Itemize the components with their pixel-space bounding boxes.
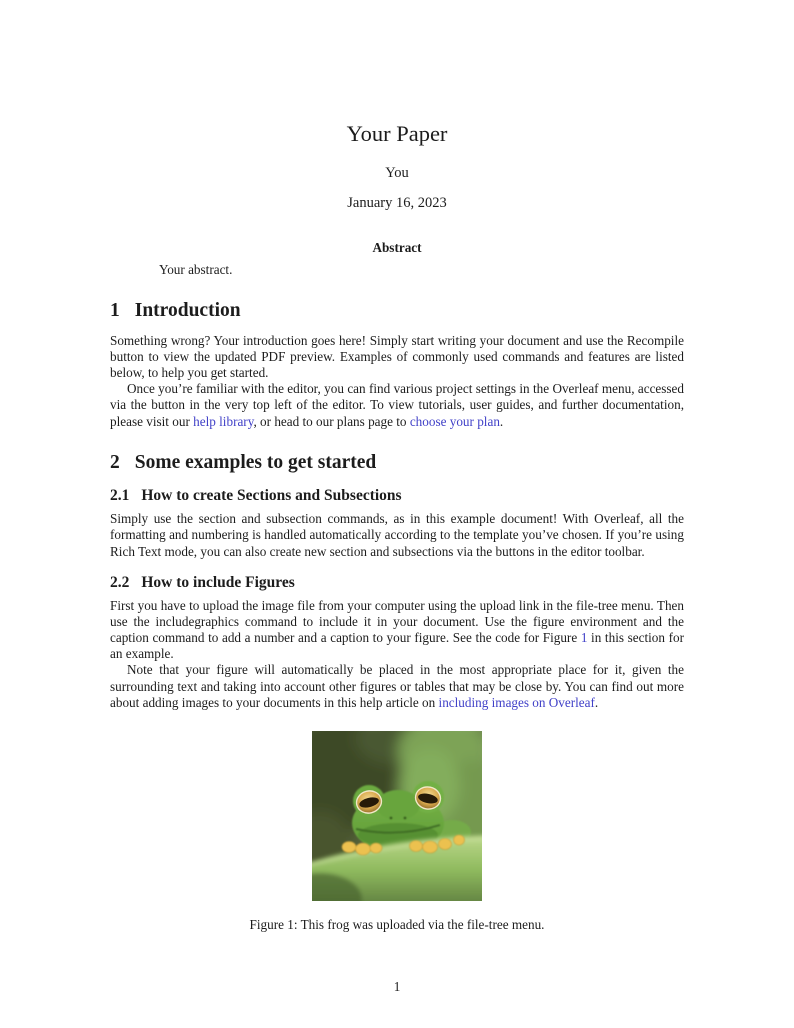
figures-paragraph-2-text-a: Note that your figure will automatically be placed in the most appropriate place for it, given the surrounding text and taking into account other figures or tables that may be close by. You can find out more about adding images to your documents in this help article on [110,662,684,710]
figures-paragraph-1 [110,598,684,663]
figures-paragraph-2 [110,662,684,711]
figures-paragraph-2-text-b: . [594,694,599,710]
abstract-body: Your abstract. [159,262,233,277]
subsection-2-2-title: How to include Figures [141,573,295,591]
subsection-2-1-paragraph: Simply use the section and subsection commands, as in this example document! With Overleaf, all the formatting and numbering is handled automatically according to the template you’ve chosen. If you’re using Rich Text mode, you can also create new section and subsections via the buttons in the editor toolbar. [110,511,684,559]
subsection-2-1-heading [110,487,684,505]
choose-your-plan-link[interactable]: choose your plan [409,413,500,429]
including-images-link[interactable]: including images on Overleaf [438,694,595,710]
intro-paragraph-2-text-b: , or head to our plans page to [253,413,410,429]
section-2-heading [110,452,684,473]
subsection-2-1-title: How to create Sections and Subsections [141,487,402,505]
figures-paragraph-1-text-b: in this section for an example. [110,629,684,662]
paper-author: You [385,165,409,181]
frog-image [312,731,482,901]
intro-paragraph-2 [110,381,684,430]
abstract-heading: Abstract [372,240,422,255]
section-2-title: Some examples to get started [134,451,377,473]
help-library-link[interactable]: help library [193,413,254,429]
section-2-number: 2 [110,451,120,473]
subsection-2-2-number: 2.2 [110,573,130,591]
section-1-heading [110,300,684,321]
subsection-2-2-heading [110,574,684,592]
intro-paragraph-2-text-a: Once you’re familiar with the editor, you can find various project settings in the Overleaf menu, accessed via the button in the very top left of the editor. To view tutorials, user guides, and further documentation, please visit our [110,381,684,429]
figures-paragraph-1-text-a: First you have to upload the image file from your computer using the upload link in the file-tree menu. Then use the includegraphics command to include it in your document. Use the figure environment and the caption command to add a number and a caption to your figure. See the code for Figure [110,597,684,645]
paper-title: Your Paper [346,121,448,146]
section-1-title: Introduction [134,300,241,322]
intro-paragraph-2-text-c: . [499,413,504,429]
figure-1-caption: Figure 1: This frog was uploaded via the file-tree menu. [249,916,545,932]
paper-date: January 16, 2023 [347,195,447,211]
figure-1 [110,731,684,901]
subsection-2-1-number: 2.1 [110,487,130,505]
page-number: 1 [393,979,401,994]
section-1-number: 1 [110,300,120,322]
intro-paragraph-1: Something wrong? Your introduction goes here! Simply start writing your document and use the Recompile button to view the updated PDF preview. Examples of commonly used commands and features are listed below, to help you get started. [110,332,684,381]
figure-1-ref-link[interactable]: 1 [580,629,588,645]
